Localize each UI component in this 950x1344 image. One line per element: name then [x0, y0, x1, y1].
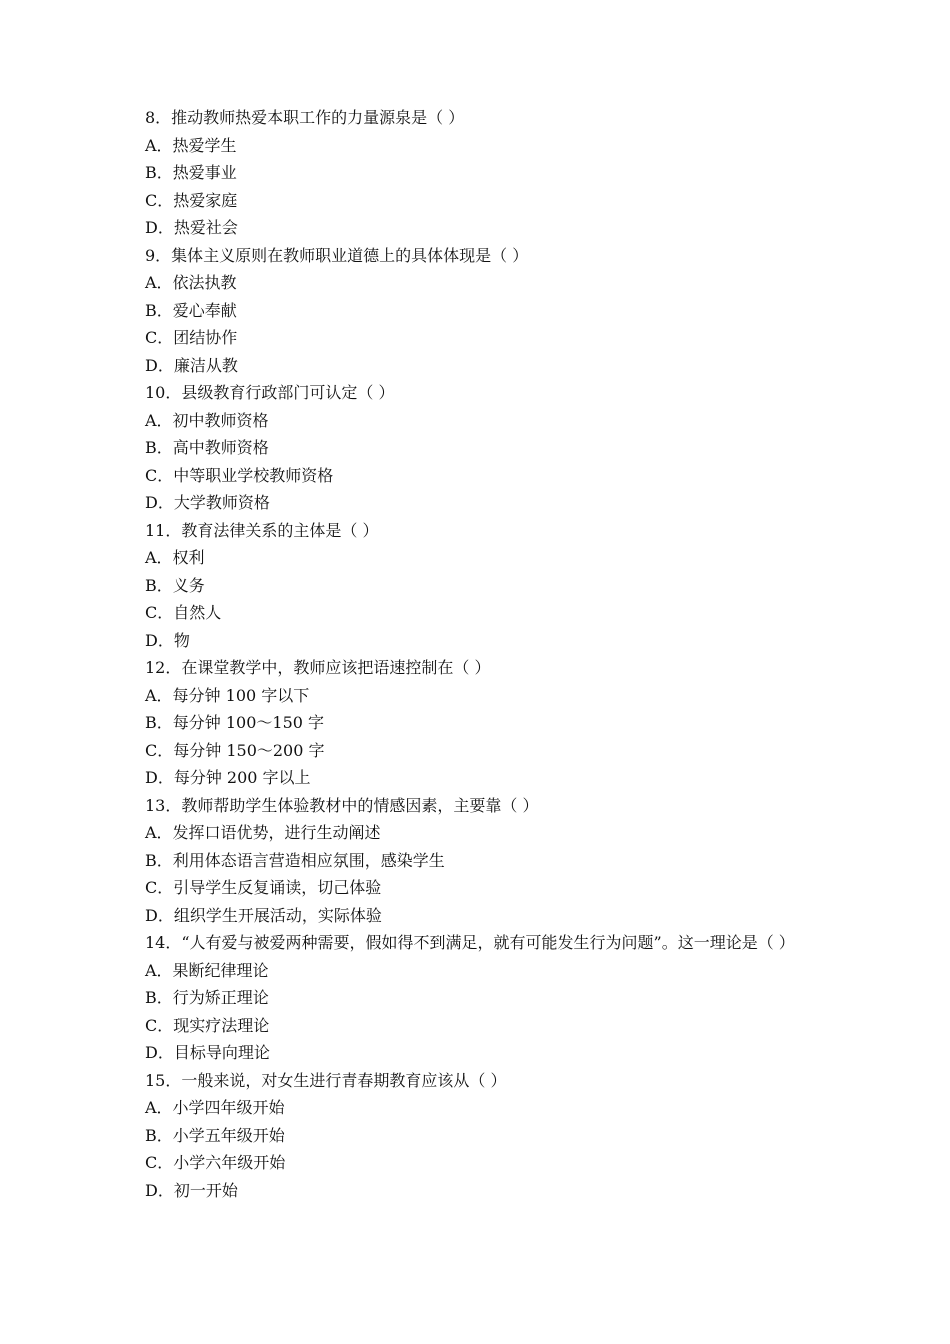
answer-option: C．每分钟 150～200 字 — [145, 740, 325, 760]
question-list — [145, 104, 845, 1204]
answer-option: B．利用体态语言营造相应氛围，感染学生 — [145, 850, 445, 870]
answer-option: C．现实疗法理论 — [145, 1015, 270, 1035]
answer-option: B．行为矫正理论 — [145, 988, 269, 1007]
question-stem: 14．“人有爱与被爱两种需要，假如得不到满足，就有可能发生行为问题”。这一理论是（ ） — [145, 933, 795, 952]
question-stem: 12．在课堂教学中，教师应该把语速控制在（ ） — [145, 658, 491, 677]
answer-option: A．发挥口语优势，进行生动阐述 — [145, 823, 381, 842]
question-stem: 9．集体主义原则在教师职业道德上的具体体现是（ ） — [145, 245, 529, 265]
answer-option: B．爱心奉献 — [145, 300, 237, 320]
answer-option: B．高中教师资格 — [145, 438, 269, 457]
answer-option: D．大学教师资格 — [145, 493, 270, 512]
answer-option: C．自然人 — [145, 603, 222, 622]
answer-option: C．团结协作 — [145, 328, 238, 347]
answer-option: B．每分钟 100～150 字 — [145, 713, 325, 732]
answer-option: A．小学四年级开始 — [145, 1098, 285, 1117]
answer-option: B．义务 — [145, 575, 205, 595]
answer-option: A．果断纪律理论 — [145, 960, 269, 980]
answer-option: B．小学五年级开始 — [145, 1125, 285, 1145]
answer-option: D．物 — [145, 630, 190, 650]
answer-option: A．热爱学生 — [145, 135, 237, 155]
answer-option: C．热爱家庭 — [145, 190, 238, 210]
answer-option: B．热爱事业 — [145, 163, 237, 182]
answer-option: D．每分钟 200 字以上 — [145, 768, 311, 787]
question-stem: 10．县级教育行政部门可认定（ ） — [145, 383, 395, 402]
answer-option: D．初一开始 — [145, 1180, 238, 1200]
answer-option: C．小学六年级开始 — [145, 1153, 286, 1172]
answer-option: D．热爱社会 — [145, 218, 238, 237]
answer-option: A．依法执教 — [145, 273, 237, 292]
answer-option: C．中等职业学校教师资格 — [145, 465, 334, 485]
answer-option: D．目标导向理论 — [145, 1043, 270, 1062]
question-stem: 8．推动教师热爱本职工作的力量源泉是（ ） — [145, 108, 465, 127]
answer-option: A．初中教师资格 — [145, 410, 269, 430]
question-stem: 13．教师帮助学生体验教材中的情感因素，主要靠（ ） — [145, 795, 539, 815]
answer-option: A．权利 — [145, 548, 205, 567]
answer-option: D．廉洁从教 — [145, 355, 238, 375]
question-stem: 15．一般来说，对女生进行青春期教育应该从（ ） — [145, 1070, 507, 1090]
question-stem: 11．教育法律关系的主体是（ ） — [145, 520, 379, 540]
answer-option: A．每分钟 100 字以下 — [145, 685, 310, 705]
answer-option: C．引导学生反复诵读，切己体验 — [145, 878, 382, 897]
answer-option: D．组织学生开展活动，实际体验 — [145, 905, 382, 925]
